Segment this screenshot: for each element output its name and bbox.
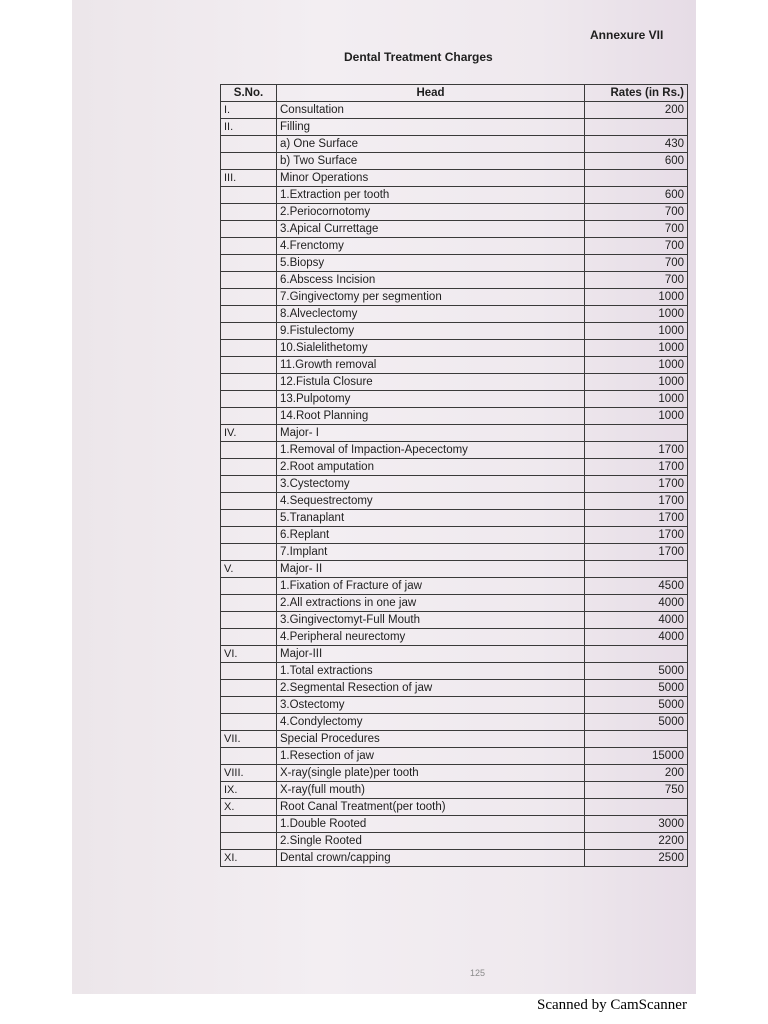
table-row [221, 306, 688, 323]
charges-table [220, 84, 688, 867]
table-row [221, 374, 688, 391]
page-number: 125 [470, 968, 486, 978]
table-row [221, 697, 688, 714]
row-head: 12.Fistula Closure [277, 374, 585, 391]
table-row [221, 663, 688, 680]
row-rate: 750 [585, 782, 688, 799]
row-rate: 1700 [585, 442, 688, 459]
table-row [221, 442, 688, 459]
table-row [221, 102, 688, 119]
table-row [221, 765, 688, 782]
table-row [221, 119, 688, 136]
row-rate: 15000 [585, 748, 688, 765]
row-sno: VI. [221, 646, 277, 663]
table-row [221, 493, 688, 510]
row-rate: 200 [585, 102, 688, 119]
row-head: Major-III [277, 646, 585, 663]
document-title: Dental Treatment Charges [344, 50, 493, 64]
table-row [221, 782, 688, 799]
row-rate: 600 [585, 153, 688, 170]
row-head: 4.Condylectomy [277, 714, 585, 731]
row-sno [221, 340, 277, 357]
row-sno [221, 136, 277, 153]
row-rate: 5000 [585, 680, 688, 697]
sno-header: S.No. [221, 85, 277, 102]
row-head: 3.Gingivectomyt-Full Mouth [277, 612, 585, 629]
row-head: 9.Fistulectomy [277, 323, 585, 340]
row-head: 1.Total extractions [277, 663, 585, 680]
row-head: 1.Removal of Impaction-Apecectomy [277, 442, 585, 459]
row-sno [221, 527, 277, 544]
row-sno [221, 238, 277, 255]
row-head: 6.Replant [277, 527, 585, 544]
table-row [221, 595, 688, 612]
row-sno [221, 595, 277, 612]
row-rate: 2500 [585, 850, 688, 867]
row-head: 4.Frenctomy [277, 238, 585, 255]
row-sno: I. [221, 102, 277, 119]
row-head: 8.Alveclectomy [277, 306, 585, 323]
table-row [221, 850, 688, 867]
table-row [221, 238, 688, 255]
row-head: 11.Growth removal [277, 357, 585, 374]
row-rate: 5000 [585, 697, 688, 714]
table-row [221, 629, 688, 646]
row-sno [221, 153, 277, 170]
table-row [221, 510, 688, 527]
row-rate: 2200 [585, 833, 688, 850]
row-rate [585, 170, 688, 187]
row-head: 1.Double Rooted [277, 816, 585, 833]
table-row [221, 731, 688, 748]
row-head: 1.Resection of jaw [277, 748, 585, 765]
row-sno [221, 629, 277, 646]
row-head: Dental crown/capping [277, 850, 585, 867]
table-row [221, 612, 688, 629]
row-sno: III. [221, 170, 277, 187]
row-rate: 1700 [585, 493, 688, 510]
row-sno [221, 442, 277, 459]
scanned-page [72, 0, 696, 994]
row-sno [221, 612, 277, 629]
row-rate: 700 [585, 221, 688, 238]
row-rate [585, 799, 688, 816]
row-head: 3.Apical Currettage [277, 221, 585, 238]
scanner-watermark: Scanned by CamScanner [537, 997, 687, 1013]
table-row [221, 680, 688, 697]
row-sno [221, 476, 277, 493]
table-row [221, 748, 688, 765]
row-head: 4.Sequestrectomy [277, 493, 585, 510]
rate-header: Rates (in Rs.) [585, 85, 688, 102]
row-head: 7.Implant [277, 544, 585, 561]
row-sno [221, 357, 277, 374]
table-row [221, 340, 688, 357]
row-head: X-ray(full mouth) [277, 782, 585, 799]
row-head: 7.Gingivectomy per segmention [277, 289, 585, 306]
table-row [221, 357, 688, 374]
row-sno [221, 510, 277, 527]
row-rate: 4000 [585, 629, 688, 646]
row-head: 3.Ostectomy [277, 697, 585, 714]
row-sno: XI. [221, 850, 277, 867]
row-sno [221, 748, 277, 765]
row-rate: 1000 [585, 306, 688, 323]
table-row [221, 408, 688, 425]
row-head: Filling [277, 119, 585, 136]
row-rate: 700 [585, 272, 688, 289]
row-head: a) One Surface [277, 136, 585, 153]
row-rate: 1000 [585, 340, 688, 357]
row-sno [221, 816, 277, 833]
row-sno [221, 459, 277, 476]
row-rate: 1700 [585, 510, 688, 527]
row-rate: 700 [585, 255, 688, 272]
row-head: X-ray(single plate)per tooth [277, 765, 585, 782]
table-row [221, 714, 688, 731]
row-rate: 5000 [585, 663, 688, 680]
row-rate: 1700 [585, 459, 688, 476]
table-row [221, 323, 688, 340]
row-rate: 430 [585, 136, 688, 153]
row-rate: 1000 [585, 289, 688, 306]
row-rate: 1000 [585, 374, 688, 391]
table-row [221, 289, 688, 306]
row-sno [221, 493, 277, 510]
row-rate: 200 [585, 765, 688, 782]
row-sno: IV. [221, 425, 277, 442]
table-row [221, 425, 688, 442]
row-sno [221, 544, 277, 561]
row-rate: 1000 [585, 391, 688, 408]
head-header: Head [277, 85, 585, 102]
row-head: 1.Extraction per tooth [277, 187, 585, 204]
table-row [221, 799, 688, 816]
row-sno: V. [221, 561, 277, 578]
row-rate [585, 119, 688, 136]
row-head: b) Two Surface [277, 153, 585, 170]
row-rate: 1000 [585, 408, 688, 425]
row-sno: VIII. [221, 765, 277, 782]
table-row [221, 221, 688, 238]
table-header-row [221, 85, 688, 102]
row-rate: 4000 [585, 612, 688, 629]
row-rate [585, 731, 688, 748]
row-sno [221, 255, 277, 272]
row-rate: 1000 [585, 323, 688, 340]
row-sno [221, 272, 277, 289]
row-rate: 600 [585, 187, 688, 204]
table-row [221, 272, 688, 289]
row-head: 2.Single Rooted [277, 833, 585, 850]
row-head: Special Procedures [277, 731, 585, 748]
table-row [221, 561, 688, 578]
row-sno [221, 663, 277, 680]
table-row [221, 544, 688, 561]
row-head: Minor Operations [277, 170, 585, 187]
row-head: 2.All extractions in one jaw [277, 595, 585, 612]
row-head: 2.Root amputation [277, 459, 585, 476]
table-row [221, 476, 688, 493]
row-sno [221, 833, 277, 850]
table-row [221, 204, 688, 221]
row-rate [585, 425, 688, 442]
row-sno [221, 578, 277, 595]
row-sno [221, 204, 277, 221]
row-head: Major- II [277, 561, 585, 578]
row-sno [221, 714, 277, 731]
row-head: 2.Periocornotomy [277, 204, 585, 221]
table-row [221, 459, 688, 476]
table-row [221, 833, 688, 850]
table-row [221, 646, 688, 663]
charges-table-body [221, 102, 688, 867]
row-head: 14.Root Planning [277, 408, 585, 425]
row-rate: 700 [585, 204, 688, 221]
row-head: 13.Pulpotomy [277, 391, 585, 408]
row-rate: 4000 [585, 595, 688, 612]
row-head: 4.Peripheral neurectomy [277, 629, 585, 646]
row-sno: II. [221, 119, 277, 136]
row-rate: 1000 [585, 357, 688, 374]
row-sno [221, 408, 277, 425]
row-sno [221, 680, 277, 697]
table-row [221, 170, 688, 187]
row-sno [221, 289, 277, 306]
row-rate [585, 561, 688, 578]
row-head: Root Canal Treatment(per tooth) [277, 799, 585, 816]
row-sno [221, 323, 277, 340]
row-sno [221, 306, 277, 323]
row-sno [221, 697, 277, 714]
row-rate: 1700 [585, 476, 688, 493]
row-head: Major- I [277, 425, 585, 442]
table-row [221, 816, 688, 833]
row-head: 10.Sialelithetomy [277, 340, 585, 357]
annexure-label: Annexure VII [590, 28, 664, 42]
row-head: Consultation [277, 102, 585, 119]
row-sno: IX. [221, 782, 277, 799]
row-head: 3.Cystectomy [277, 476, 585, 493]
row-sno [221, 391, 277, 408]
row-rate [585, 646, 688, 663]
table-row [221, 527, 688, 544]
table-row [221, 153, 688, 170]
row-sno [221, 187, 277, 204]
row-sno: VII. [221, 731, 277, 748]
row-rate: 3000 [585, 816, 688, 833]
table-row [221, 136, 688, 153]
row-head: 6.Abscess Incision [277, 272, 585, 289]
row-rate: 1700 [585, 544, 688, 561]
table-row [221, 578, 688, 595]
table-row [221, 391, 688, 408]
row-rate: 700 [585, 238, 688, 255]
row-rate: 1700 [585, 527, 688, 544]
row-head: 1.Fixation of Fracture of jaw [277, 578, 585, 595]
row-head: 5.Tranaplant [277, 510, 585, 527]
row-rate: 4500 [585, 578, 688, 595]
table-row [221, 255, 688, 272]
row-sno [221, 374, 277, 391]
row-rate: 5000 [585, 714, 688, 731]
row-head: 2.Segmental Resection of jaw [277, 680, 585, 697]
row-sno [221, 221, 277, 238]
table-row [221, 187, 688, 204]
row-sno: X. [221, 799, 277, 816]
row-head: 5.Biopsy [277, 255, 585, 272]
